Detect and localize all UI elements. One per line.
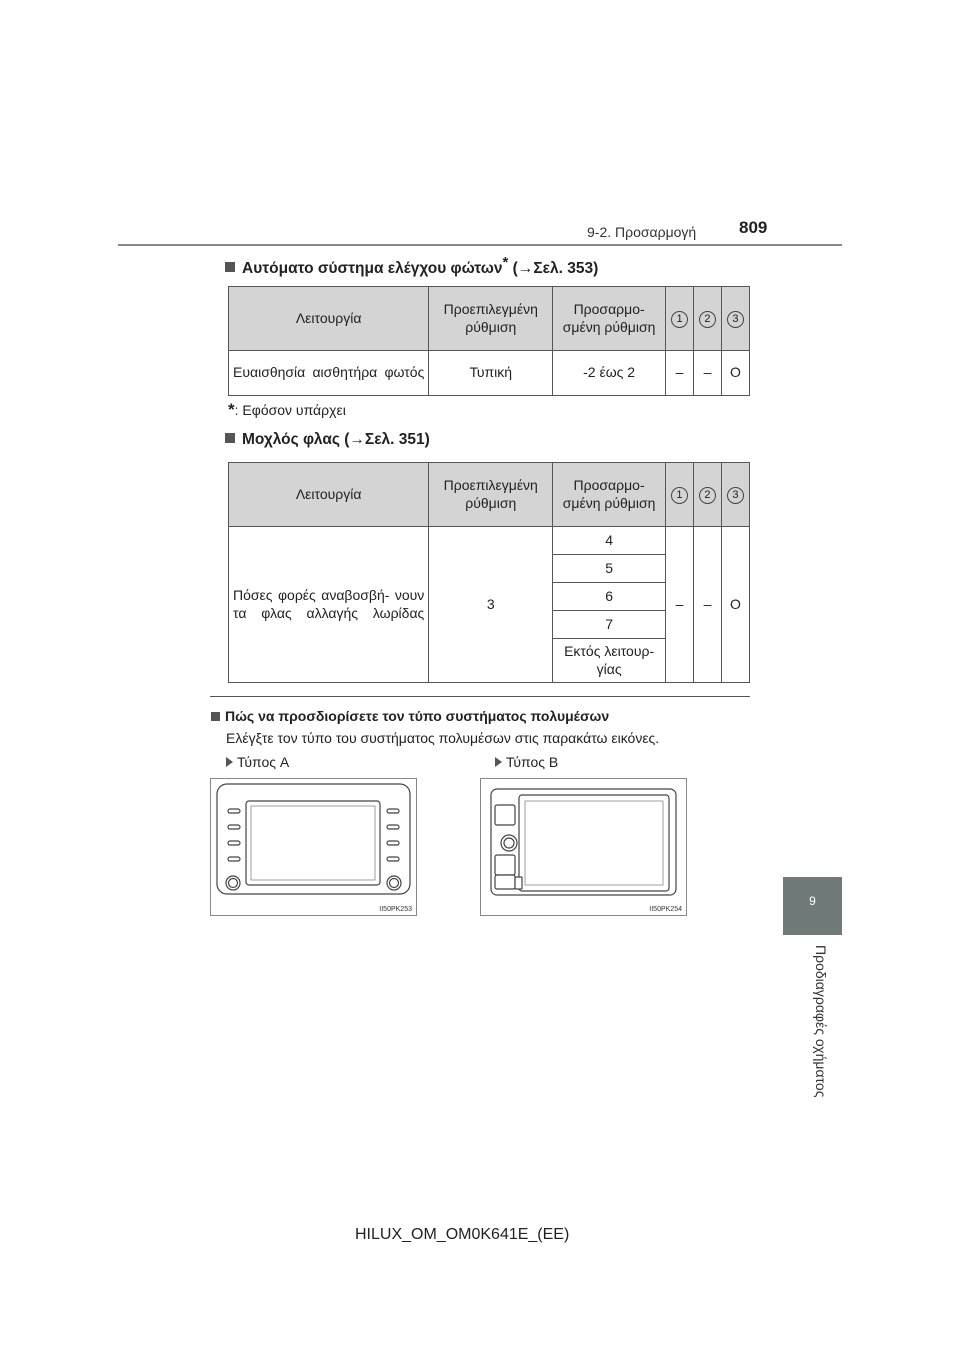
cell-function: Ευαισθησία αισθητήρα φωτός (229, 351, 429, 396)
circled-2-icon: 2 (699, 311, 716, 328)
cell-default: Τυπική (429, 351, 553, 396)
section1-title: Αυτόματο σύστημα ελέγχου φώτων* (→Σελ. 353) (225, 254, 598, 278)
section-header: 9-2. Προσαρμογή (587, 224, 697, 240)
table-row (229, 351, 750, 396)
circled-2-icon: 2 (699, 487, 716, 504)
section3-body: Ελέγξτε τον τύπο του συστήματος πολυμέσων στις παρακάτω εικόνες. (226, 730, 660, 746)
col-header-default: Προεπιλεγμένη ρύθμιση (429, 463, 553, 527)
multimedia-type-b-illustration (481, 779, 686, 899)
square-bullet-icon (211, 712, 220, 721)
col-header-1 (666, 463, 694, 527)
col-header-default: Προεπιλεγμένη ρύθμιση (429, 287, 553, 351)
cell-custom: -2 έως 2 (553, 351, 666, 396)
cell-c2: – (693, 527, 721, 683)
section-divider (210, 696, 750, 697)
cell-c2: – (694, 351, 722, 396)
figure-a-code: II50PK253 (379, 906, 412, 913)
cell-option: 5 (553, 555, 666, 583)
type-b-label: Τύπος B (495, 754, 558, 770)
footnote-star: * (502, 254, 509, 271)
cell-c3: O (721, 351, 749, 396)
cell-c3: O (721, 527, 749, 683)
col-header-function: Λειτουργία (229, 287, 429, 351)
cell-option: Εκτός λειτουρ- γίας (553, 639, 666, 683)
cell-option: 6 (553, 583, 666, 611)
document-code: HILUX_OM_OM0K641E_(EE) (355, 1226, 570, 1243)
col-header-3 (721, 287, 749, 351)
col-header-2 (693, 463, 721, 527)
col-header-custom: Προσαρμο- σμένη ρύθμιση (553, 287, 666, 351)
section2-title: Μοχλός φλας (→Σελ. 351) (225, 431, 430, 449)
circled-1-icon: 1 (671, 487, 688, 504)
square-bullet-icon (225, 433, 235, 443)
table-header-row (229, 463, 750, 527)
footnote: *: Εφόσον υπάρχει (228, 400, 346, 419)
page-number: 809 (739, 218, 768, 237)
type-a-label: Τύπος A (226, 754, 289, 770)
circled-1-icon: 1 (671, 311, 688, 328)
cell-c1: – (666, 527, 694, 683)
cell-function: Πόσες φορές αναβοσβή- νουν τα φλας αλλαγής λωρίδας (229, 527, 429, 683)
circled-3-icon: 3 (727, 311, 744, 328)
triangle-bullet-icon (495, 757, 502, 767)
chapter-label: Προδιαγραφές οχήματος (813, 945, 829, 1098)
col-header-1 (666, 287, 694, 351)
figure-type-b (480, 778, 687, 916)
multimedia-type-a-illustration (211, 779, 416, 899)
figure-type-a (210, 778, 417, 916)
cell-c1: – (666, 351, 694, 396)
table-turn-signal (228, 462, 750, 683)
triangle-bullet-icon (226, 757, 233, 767)
circled-3-icon: 3 (727, 487, 744, 504)
header-rule (118, 244, 842, 246)
footnote-star-mark: * (228, 400, 235, 419)
cell-option: 4 (553, 527, 666, 555)
col-header-2 (694, 287, 722, 351)
col-header-3 (721, 463, 749, 527)
figure-b-code: II50PK254 (649, 906, 682, 913)
cell-default: 3 (429, 527, 553, 683)
col-header-custom: Προσαρμο- σμένη ρύθμιση (553, 463, 666, 527)
cell-option: 7 (553, 611, 666, 639)
chapter-number: 9 (809, 894, 816, 908)
col-header-function: Λειτουργία (229, 463, 429, 527)
chapter-tab (783, 877, 842, 935)
table-header-row (229, 287, 750, 351)
table-auto-light (228, 286, 750, 396)
square-bullet-icon (225, 262, 235, 272)
table-row (229, 527, 750, 555)
section3-title: Πώς να προσδιορίσετε τον τύπο συστήματος πολυμέσων (211, 708, 609, 724)
